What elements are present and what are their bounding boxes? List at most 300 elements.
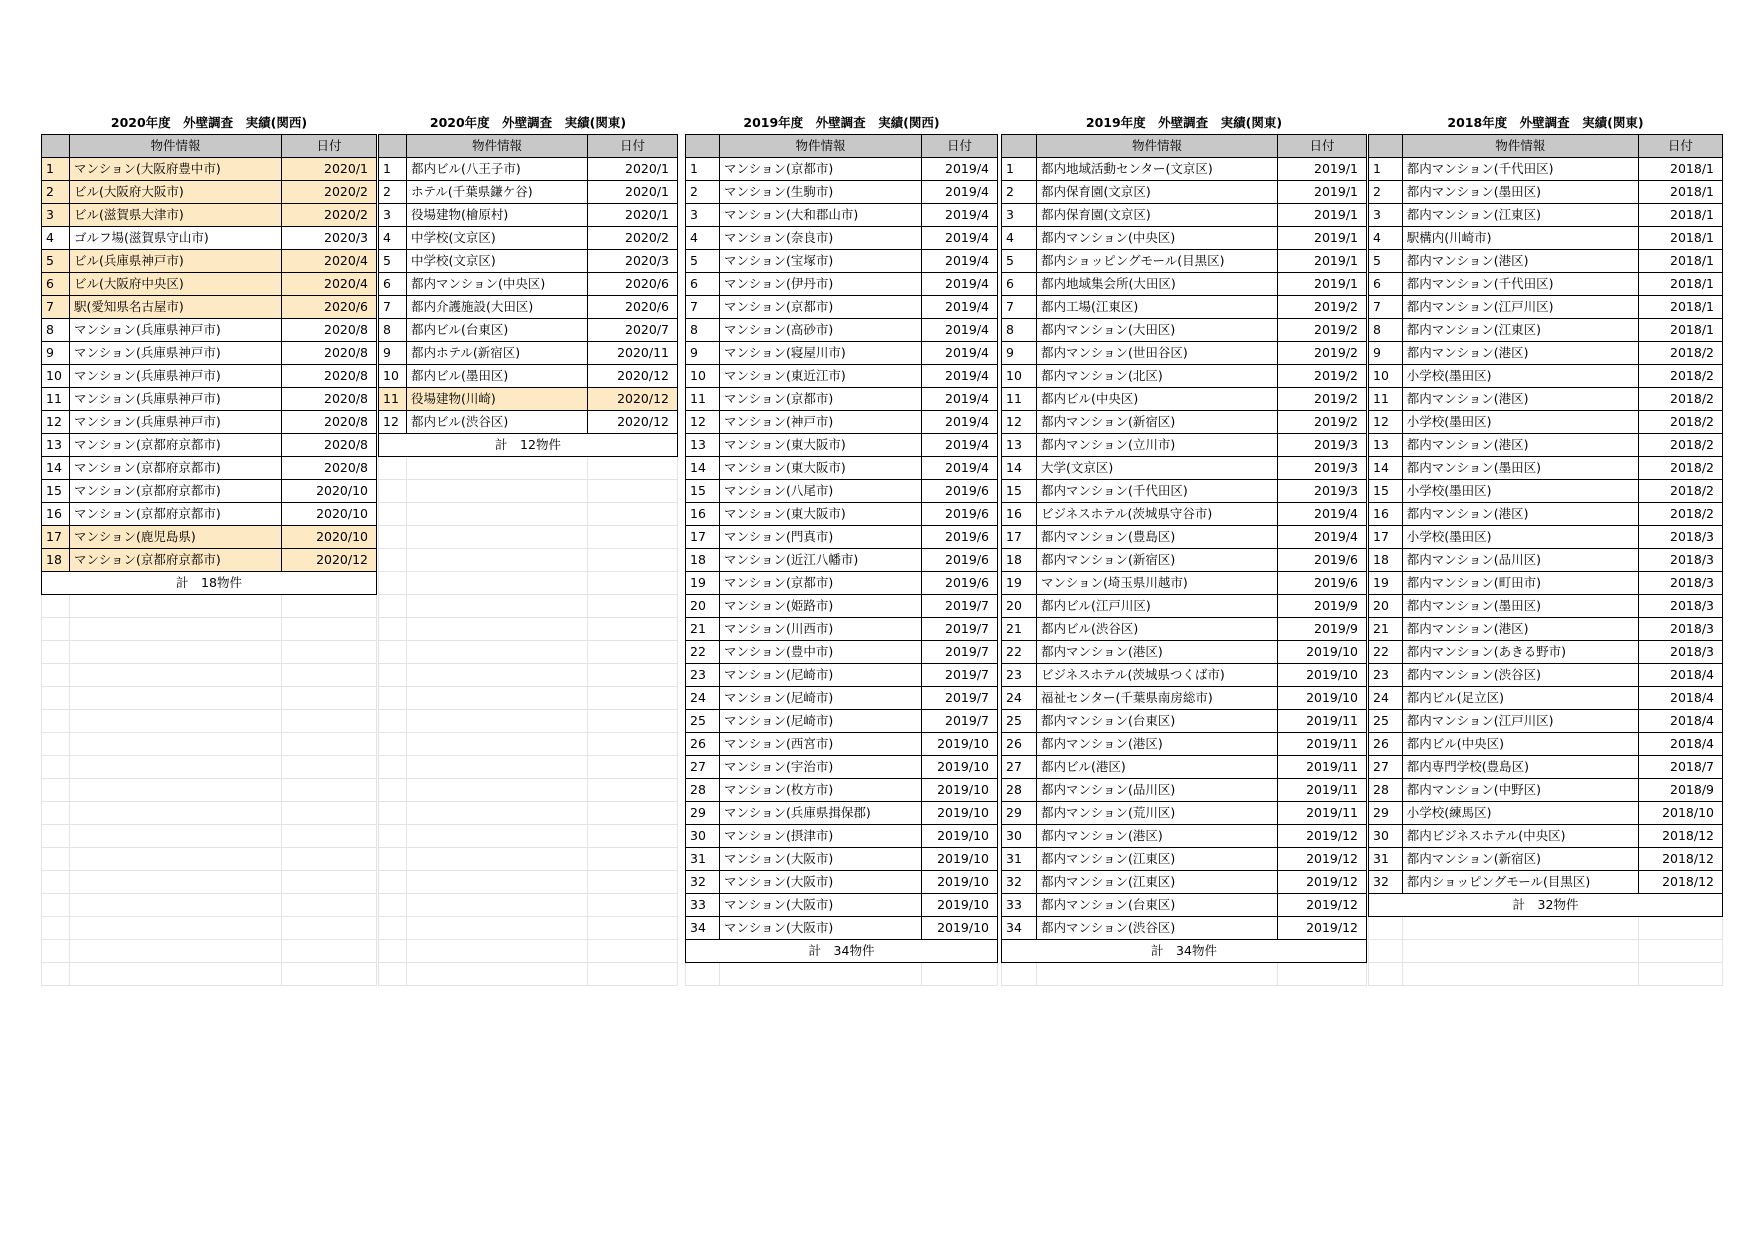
empty-cell xyxy=(42,641,70,664)
empty-cell xyxy=(282,756,377,779)
empty-cell xyxy=(588,825,678,848)
date-cell: 2019/7 xyxy=(922,687,998,710)
total-count: 計 12物件 xyxy=(379,434,678,457)
table-row xyxy=(1369,480,1723,503)
empty-cell xyxy=(407,802,588,825)
empty-cell xyxy=(379,894,407,917)
empty-grid-row xyxy=(379,687,678,710)
table-row xyxy=(379,411,678,434)
empty-grid-row xyxy=(42,641,377,664)
row-number: 17 xyxy=(42,526,70,549)
empty-grid-row xyxy=(42,894,377,917)
property-cell: 都内マンション(中央区) xyxy=(1037,227,1278,250)
date-cell: 2018/4 xyxy=(1638,710,1722,733)
empty-cell xyxy=(720,963,922,986)
row-number: 22 xyxy=(686,641,720,664)
row-number: 18 xyxy=(1002,549,1037,572)
header-no xyxy=(1002,135,1037,158)
empty-cell xyxy=(70,664,282,687)
date-cell: 2018/3 xyxy=(1638,572,1722,595)
property-cell: マンション(枚方市) xyxy=(720,779,922,802)
empty-cell xyxy=(1369,963,1403,986)
date-cell: 2018/3 xyxy=(1638,526,1722,549)
empty-cell xyxy=(379,733,407,756)
row-number: 23 xyxy=(686,664,720,687)
date-cell: 2019/4 xyxy=(922,296,998,319)
row-number: 12 xyxy=(1002,411,1037,434)
table-row xyxy=(686,641,998,664)
date-cell: 2018/2 xyxy=(1638,342,1722,365)
table-row xyxy=(686,158,998,181)
empty-cell xyxy=(42,710,70,733)
empty-grid-row xyxy=(42,940,377,963)
table-row xyxy=(1002,480,1367,503)
date-cell: 2018/2 xyxy=(1638,457,1722,480)
date-cell: 2019/10 xyxy=(922,802,998,825)
date-cell: 2020/8 xyxy=(282,411,377,434)
empty-grid-row xyxy=(42,917,377,940)
property-cell: 都内マンション(あきる野市) xyxy=(1402,641,1638,664)
property-cell: 都内マンション(中野区) xyxy=(1402,779,1638,802)
record-table-4 xyxy=(1001,112,1367,986)
row-number: 3 xyxy=(686,204,720,227)
row-number: 24 xyxy=(1369,687,1403,710)
row-number: 27 xyxy=(1369,756,1403,779)
date-cell: 2018/1 xyxy=(1638,204,1722,227)
empty-grid-row xyxy=(379,848,678,871)
table-row xyxy=(1369,319,1723,342)
empty-cell xyxy=(282,871,377,894)
empty-cell xyxy=(407,825,588,848)
row-number: 10 xyxy=(379,365,407,388)
table-row xyxy=(379,319,678,342)
table-title: 2019年度 外壁調査 実績(関東) xyxy=(1002,112,1367,135)
table-row xyxy=(1369,710,1723,733)
table-header-row xyxy=(379,135,678,158)
empty-cell xyxy=(588,871,678,894)
row-number: 2 xyxy=(1369,181,1403,204)
empty-cell xyxy=(42,917,70,940)
table-row xyxy=(686,342,998,365)
empty-cell xyxy=(588,733,678,756)
empty-cell xyxy=(70,687,282,710)
row-number: 8 xyxy=(379,319,407,342)
row-number: 8 xyxy=(1369,319,1403,342)
table-row xyxy=(1002,917,1367,940)
table-row xyxy=(686,273,998,296)
property-cell: 駅(愛知県名古屋市) xyxy=(70,296,282,319)
row-number: 7 xyxy=(42,296,70,319)
empty-cell xyxy=(1638,940,1722,963)
row-number: 25 xyxy=(1002,710,1037,733)
date-cell: 2018/2 xyxy=(1638,365,1722,388)
header-property: 物件情報 xyxy=(1037,135,1278,158)
property-cell: 都内マンション(台東区) xyxy=(1037,710,1278,733)
empty-cell xyxy=(70,848,282,871)
empty-grid-row xyxy=(379,480,678,503)
property-cell: 都内ビル(中央区) xyxy=(1037,388,1278,411)
property-cell: マンション(鹿児島県) xyxy=(70,526,282,549)
row-number: 14 xyxy=(686,457,720,480)
property-cell: 都内マンション(立川市) xyxy=(1037,434,1278,457)
property-cell: 都内マンション(台東区) xyxy=(1037,894,1278,917)
empty-grid-row xyxy=(379,641,678,664)
empty-cell xyxy=(407,779,588,802)
table-row xyxy=(1369,572,1723,595)
date-cell: 2018/1 xyxy=(1638,296,1722,319)
table-row xyxy=(1002,687,1367,710)
row-number: 18 xyxy=(1369,549,1403,572)
property-cell: 都内マンション(江東区) xyxy=(1402,319,1638,342)
table-row xyxy=(1002,756,1367,779)
table-row xyxy=(686,204,998,227)
empty-cell xyxy=(379,503,407,526)
table-title-row xyxy=(379,112,678,135)
table-row xyxy=(1002,641,1367,664)
table-row xyxy=(686,687,998,710)
date-cell: 2018/1 xyxy=(1638,181,1722,204)
empty-grid-row xyxy=(379,572,678,595)
date-cell: 2019/4 xyxy=(922,342,998,365)
row-number: 31 xyxy=(1002,848,1037,871)
table-row xyxy=(42,526,377,549)
empty-cell xyxy=(70,940,282,963)
table-row xyxy=(1002,250,1367,273)
table-row xyxy=(686,733,998,756)
date-cell: 2019/4 xyxy=(922,319,998,342)
empty-cell xyxy=(922,963,998,986)
row-number: 19 xyxy=(1002,572,1037,595)
row-number: 26 xyxy=(686,733,720,756)
empty-cell xyxy=(1402,963,1638,986)
empty-cell xyxy=(588,526,678,549)
row-number: 12 xyxy=(379,411,407,434)
empty-cell xyxy=(407,503,588,526)
date-cell: 2019/10 xyxy=(1278,664,1367,687)
row-number: 14 xyxy=(1002,457,1037,480)
date-cell: 2019/4 xyxy=(922,365,998,388)
table-row xyxy=(1369,687,1723,710)
total-row xyxy=(686,940,998,963)
empty-grid-row xyxy=(42,802,377,825)
empty-cell xyxy=(379,710,407,733)
empty-grid-row xyxy=(379,664,678,687)
empty-cell xyxy=(407,940,588,963)
property-cell: 都内マンション(港区) xyxy=(1402,250,1638,273)
record-table-5 xyxy=(1368,112,1723,986)
table-row xyxy=(42,388,377,411)
empty-grid-row xyxy=(379,963,678,986)
empty-grid-row xyxy=(379,871,678,894)
table-row xyxy=(686,595,998,618)
property-cell: マンション(兵庫県神戸市) xyxy=(70,342,282,365)
header-date: 日付 xyxy=(922,135,998,158)
row-number: 16 xyxy=(42,503,70,526)
total-count: 計 34物件 xyxy=(686,940,998,963)
property-cell: マンション(大阪市) xyxy=(720,894,922,917)
empty-grid-row xyxy=(379,940,678,963)
property-cell: マンション(奈良市) xyxy=(720,227,922,250)
table-row xyxy=(1002,388,1367,411)
row-number: 26 xyxy=(1002,733,1037,756)
property-cell: マンション(近江八幡市) xyxy=(720,549,922,572)
property-cell: 都内マンション(品川区) xyxy=(1037,779,1278,802)
property-cell: 中学校(文京区) xyxy=(407,227,588,250)
empty-cell xyxy=(379,664,407,687)
row-number: 6 xyxy=(1369,273,1403,296)
header-no xyxy=(42,135,70,158)
header-date: 日付 xyxy=(1278,135,1367,158)
date-cell: 2019/10 xyxy=(1278,641,1367,664)
empty-cell xyxy=(407,733,588,756)
empty-cell xyxy=(588,664,678,687)
property-cell: 都内マンション(港区) xyxy=(1402,618,1638,641)
empty-cell xyxy=(42,871,70,894)
table-row xyxy=(1369,365,1723,388)
date-cell: 2019/1 xyxy=(1278,227,1367,250)
empty-grid-row xyxy=(1002,963,1367,986)
row-number: 9 xyxy=(1002,342,1037,365)
header-no xyxy=(1369,135,1403,158)
date-cell: 2019/10 xyxy=(922,894,998,917)
total-count: 計 18物件 xyxy=(42,572,377,595)
empty-cell xyxy=(282,641,377,664)
table-row xyxy=(1369,595,1723,618)
empty-cell xyxy=(282,733,377,756)
table-row xyxy=(1369,549,1723,572)
date-cell: 2018/3 xyxy=(1638,549,1722,572)
table-row xyxy=(1002,503,1367,526)
date-cell: 2018/1 xyxy=(1638,319,1722,342)
table-title-row xyxy=(686,112,998,135)
date-cell: 2018/3 xyxy=(1638,618,1722,641)
row-number: 32 xyxy=(686,871,720,894)
table-row xyxy=(686,480,998,503)
table-row xyxy=(42,204,377,227)
row-number: 2 xyxy=(1002,181,1037,204)
date-cell: 2019/2 xyxy=(1278,411,1367,434)
date-cell: 2019/7 xyxy=(922,710,998,733)
row-number: 31 xyxy=(686,848,720,871)
table-row xyxy=(1002,664,1367,687)
table-row xyxy=(42,227,377,250)
date-cell: 2020/10 xyxy=(282,526,377,549)
table-row xyxy=(1002,802,1367,825)
table-row xyxy=(1002,572,1367,595)
empty-cell xyxy=(70,710,282,733)
row-number: 31 xyxy=(1369,848,1403,871)
empty-cell xyxy=(588,894,678,917)
row-number: 17 xyxy=(686,526,720,549)
date-cell: 2019/11 xyxy=(1278,802,1367,825)
date-cell: 2019/11 xyxy=(1278,779,1367,802)
date-cell: 2020/1 xyxy=(588,158,678,181)
empty-cell xyxy=(42,802,70,825)
date-cell: 2019/4 xyxy=(922,411,998,434)
row-number: 5 xyxy=(1369,250,1403,273)
property-cell: マンション(尼崎市) xyxy=(720,687,922,710)
date-cell: 2018/12 xyxy=(1638,848,1722,871)
date-cell: 2019/1 xyxy=(1278,181,1367,204)
row-number: 17 xyxy=(1002,526,1037,549)
empty-cell xyxy=(42,733,70,756)
row-number: 9 xyxy=(379,342,407,365)
date-cell: 2019/9 xyxy=(1278,595,1367,618)
table-row xyxy=(1369,526,1723,549)
table-row xyxy=(1002,273,1367,296)
empty-cell xyxy=(70,825,282,848)
row-number: 16 xyxy=(1369,503,1403,526)
table-row xyxy=(379,158,678,181)
empty-cell xyxy=(588,687,678,710)
date-cell: 2019/10 xyxy=(922,825,998,848)
property-cell: 都内ビル(足立区) xyxy=(1402,687,1638,710)
date-cell: 2019/6 xyxy=(922,572,998,595)
row-number: 5 xyxy=(42,250,70,273)
empty-grid-row xyxy=(42,595,377,618)
date-cell: 2020/3 xyxy=(282,227,377,250)
row-number: 4 xyxy=(379,227,407,250)
property-cell: 都内ショッピングモール(目黒区) xyxy=(1037,250,1278,273)
property-cell: マンション(生駒市) xyxy=(720,181,922,204)
date-cell: 2020/12 xyxy=(282,549,377,572)
row-number: 21 xyxy=(1369,618,1403,641)
date-cell: 2020/7 xyxy=(588,319,678,342)
table-row xyxy=(379,365,678,388)
empty-grid-row xyxy=(379,825,678,848)
table-row xyxy=(1002,549,1367,572)
table-title-row xyxy=(1002,112,1367,135)
row-number: 34 xyxy=(686,917,720,940)
property-cell: マンション(大阪市) xyxy=(720,848,922,871)
row-number: 7 xyxy=(686,296,720,319)
date-cell: 2019/6 xyxy=(922,549,998,572)
property-cell: マンション(京都市) xyxy=(720,158,922,181)
empty-cell xyxy=(379,917,407,940)
empty-cell xyxy=(282,779,377,802)
date-cell: 2018/2 xyxy=(1638,503,1722,526)
empty-cell xyxy=(588,940,678,963)
empty-grid-row xyxy=(42,687,377,710)
date-cell: 2019/2 xyxy=(1278,342,1367,365)
table-row xyxy=(379,227,678,250)
table-row xyxy=(1002,779,1367,802)
row-number: 18 xyxy=(686,549,720,572)
total-row xyxy=(42,572,377,595)
row-number: 20 xyxy=(1369,595,1403,618)
date-cell: 2019/1 xyxy=(1278,204,1367,227)
empty-cell xyxy=(282,917,377,940)
property-cell: 都内マンション(品川区) xyxy=(1402,549,1638,572)
table-row xyxy=(379,273,678,296)
row-number: 33 xyxy=(686,894,720,917)
property-cell: マンション(埼玉県川越市) xyxy=(1037,572,1278,595)
property-cell: 大学(文京区) xyxy=(1037,457,1278,480)
table-title-row xyxy=(1369,112,1723,135)
empty-cell xyxy=(42,848,70,871)
table-row xyxy=(686,181,998,204)
table-header-row xyxy=(1002,135,1367,158)
property-cell: 都内マンション(千代田区) xyxy=(1402,273,1638,296)
row-number: 7 xyxy=(379,296,407,319)
date-cell: 2019/1 xyxy=(1278,250,1367,273)
row-number: 23 xyxy=(1002,664,1037,687)
table-header-row xyxy=(686,135,998,158)
header-no xyxy=(379,135,407,158)
row-number: 2 xyxy=(42,181,70,204)
empty-cell xyxy=(70,756,282,779)
table-row xyxy=(42,250,377,273)
table-row xyxy=(1369,181,1723,204)
property-cell: マンション(八尾市) xyxy=(720,480,922,503)
date-cell: 2020/11 xyxy=(588,342,678,365)
row-number: 11 xyxy=(42,388,70,411)
date-cell: 2019/1 xyxy=(1278,273,1367,296)
table-row xyxy=(42,549,377,572)
table-row xyxy=(379,342,678,365)
date-cell: 2020/4 xyxy=(282,250,377,273)
empty-grid-row xyxy=(379,733,678,756)
empty-grid-row xyxy=(42,733,377,756)
row-number: 23 xyxy=(1369,664,1403,687)
date-cell: 2019/10 xyxy=(922,871,998,894)
date-cell: 2020/6 xyxy=(588,273,678,296)
property-cell: ビル(大阪府中央区) xyxy=(70,273,282,296)
table-row xyxy=(1002,227,1367,250)
header-property: 物件情報 xyxy=(720,135,922,158)
date-cell: 2018/2 xyxy=(1638,434,1722,457)
table-row xyxy=(42,480,377,503)
property-cell: 都内マンション(港区) xyxy=(1402,434,1638,457)
empty-cell xyxy=(1638,917,1722,940)
empty-grid-row xyxy=(42,618,377,641)
table-row xyxy=(1002,319,1367,342)
empty-cell xyxy=(282,963,377,986)
property-cell: 都内ビル(台東区) xyxy=(407,319,588,342)
empty-cell xyxy=(282,802,377,825)
header-date: 日付 xyxy=(1638,135,1722,158)
row-number: 18 xyxy=(42,549,70,572)
date-cell: 2019/9 xyxy=(1278,618,1367,641)
property-cell: マンション(尼崎市) xyxy=(720,710,922,733)
table-row xyxy=(1369,825,1723,848)
row-number: 24 xyxy=(686,687,720,710)
property-cell: マンション(姫路市) xyxy=(720,595,922,618)
row-number: 29 xyxy=(1002,802,1037,825)
property-cell: 都内マンション(渋谷区) xyxy=(1037,917,1278,940)
empty-grid-row xyxy=(379,503,678,526)
date-cell: 2018/12 xyxy=(1638,871,1722,894)
date-cell: 2019/2 xyxy=(1278,296,1367,319)
property-cell: 都内マンション(墨田区) xyxy=(1402,595,1638,618)
table-row xyxy=(686,848,998,871)
property-cell: マンション(東大阪市) xyxy=(720,503,922,526)
row-number: 21 xyxy=(1002,618,1037,641)
empty-cell xyxy=(379,526,407,549)
empty-grid-row xyxy=(42,756,377,779)
date-cell: 2020/8 xyxy=(282,342,377,365)
property-cell: マンション(豊中市) xyxy=(720,641,922,664)
property-cell: 都内ビル(渋谷区) xyxy=(1037,618,1278,641)
date-cell: 2019/10 xyxy=(922,756,998,779)
table-row xyxy=(686,250,998,273)
date-cell: 2019/12 xyxy=(1278,917,1367,940)
row-number: 11 xyxy=(686,388,720,411)
property-cell: 都内マンション(江戸川区) xyxy=(1402,296,1638,319)
empty-cell xyxy=(42,894,70,917)
row-number: 13 xyxy=(42,434,70,457)
empty-cell xyxy=(588,595,678,618)
